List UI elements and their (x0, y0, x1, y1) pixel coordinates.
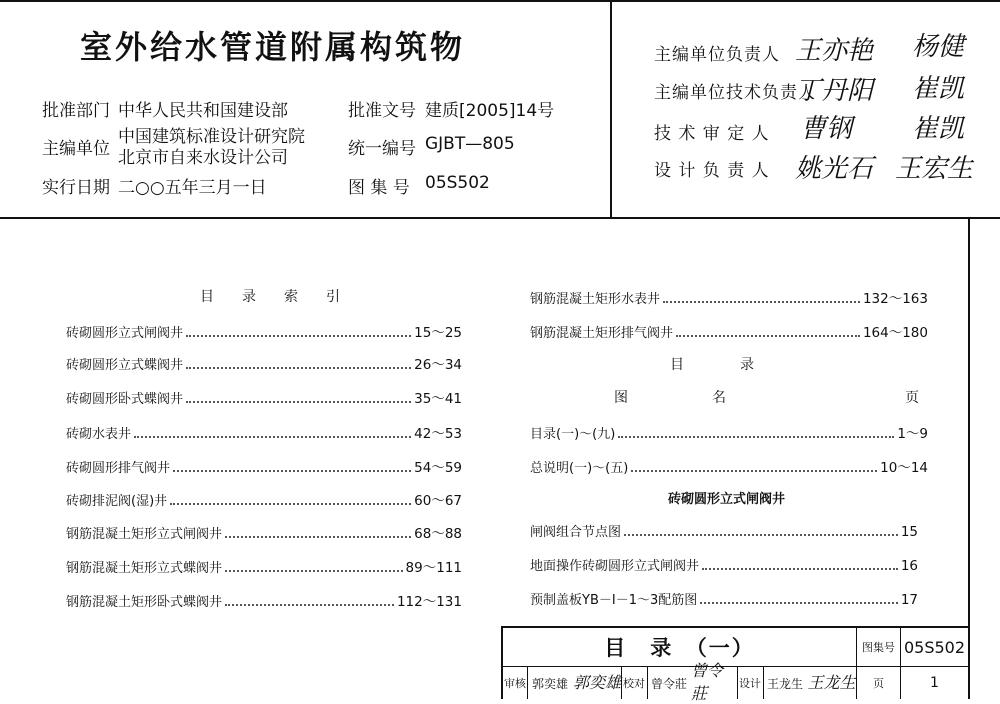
designer-name: 王龙生 (766, 676, 803, 691)
frame-header-divider (610, 0, 612, 218)
signature-label: 设 计 负 责 人 (654, 161, 770, 181)
signature-handwriting: 王亦艳 (795, 36, 874, 66)
titleblock-cell-divider (621, 667, 622, 699)
frame-top (0, 0, 1000, 2)
titleblock-cell-divider (527, 667, 528, 699)
signature-handwriting: 姚光石 (795, 154, 874, 184)
list-item-pages: 89～111 (405, 560, 462, 576)
list-item-pages: 164～180 (862, 325, 928, 341)
leader-dots (663, 300, 860, 303)
titleblock-cell-divider (763, 667, 764, 699)
list-item-name: 钢筋混凝土矩形水表井 (530, 292, 661, 307)
list-item-name: 砖砌圆形排气阀井 (66, 461, 171, 476)
leader-dots (173, 469, 411, 472)
list-item-pages: 26～34 (414, 357, 462, 373)
list-item-pages: 112～131 (396, 594, 462, 610)
list-item-name: 钢筋混凝土矩形排气阀井 (530, 326, 674, 341)
list-item (530, 321, 928, 341)
list-item-name: 闸阀组合节点图 (530, 525, 622, 540)
list-item-pages: 15 (900, 524, 918, 540)
list-item-name: 总说明(一)～(五) (530, 461, 629, 476)
leader-dots (631, 469, 877, 472)
approval-dept-value: 中华人民共和国建设部 (118, 101, 288, 121)
list-item (66, 590, 462, 610)
leader-dots (134, 435, 411, 438)
list-item-pages: 132～163 (862, 291, 928, 307)
list-item (530, 287, 928, 307)
list-item-pages: 16 (900, 558, 918, 574)
leader-dots (186, 366, 411, 369)
unified-no-value: GJBT—805 (425, 134, 515, 154)
list-item (66, 422, 462, 442)
list-item (530, 521, 918, 540)
signature-label: 主编单位负责人 (654, 45, 780, 65)
list-item-name: 钢筋混凝土矩形立式蝶阀井 (66, 561, 223, 576)
atlas-no-value: 05S502 (903, 637, 966, 657)
list-item-name: 钢筋混凝土矩形卧式蝶阀井 (66, 595, 223, 610)
list-item (530, 589, 918, 608)
list-item-name: 钢筋混凝土矩形立式闸阀井 (66, 527, 223, 542)
list-item-pages: 1～9 (897, 426, 928, 442)
signature-label: 主编单位技术负责人 (654, 83, 816, 103)
list-item-pages: 54～59 (414, 460, 462, 476)
list-item (66, 522, 462, 542)
signature-handwriting: 杨健 (912, 32, 965, 62)
editor-unit-value: 中国建筑标准设计研究院 (118, 127, 305, 147)
atlas-no-label: 图 集 号 (348, 178, 410, 198)
leader-dots (225, 569, 403, 572)
review-label: 审核 (504, 677, 526, 690)
list-item-pages: 10～14 (880, 460, 928, 476)
leader-dots (186, 334, 411, 337)
list-item-name: 目录(一)～(九) (530, 427, 616, 442)
leader-dots (702, 567, 898, 570)
leader-dots (700, 601, 898, 604)
leader-dots (186, 400, 411, 403)
page-title: 室外给水管道附属构筑物 (80, 28, 466, 66)
list-item (530, 422, 928, 442)
leader-dots (170, 502, 411, 505)
list-item-name: 砖砌排泥阀(湿)井 (66, 494, 168, 509)
list-item-pages: 15～25 (414, 325, 462, 341)
list-item-name: 砖砌水表井 (66, 427, 132, 442)
leader-dots (225, 535, 411, 538)
list-item-pages: 60～67 (414, 493, 462, 509)
signature-handwriting: 丁丹阳 (795, 76, 874, 106)
signature-handwriting: 曹钢 (800, 114, 853, 144)
approval-dept-label: 批准部门 (42, 101, 110, 121)
leader-dots (618, 435, 894, 438)
reviewer-name: 郭奕雄 (531, 676, 568, 691)
list-item-pages: 17 (900, 592, 918, 608)
list-item-pages: 35～41 (414, 391, 462, 407)
list-item (66, 456, 462, 476)
atlas-no-label: 图集号 (862, 641, 895, 654)
frame-header-bottom (0, 217, 1000, 219)
editor-unit-label: 主编单位 (42, 139, 110, 159)
page-label: 页 (873, 677, 884, 690)
checker-signature: 曾令莊 (691, 661, 724, 703)
column-header-page: 页 (905, 390, 919, 406)
list-item-name: 砖砌圆形立式闸阀井 (66, 326, 184, 341)
design-label: 设计 (739, 677, 761, 690)
titleblock-cell-divider (737, 667, 738, 699)
list-item (66, 353, 462, 373)
list-item (66, 489, 462, 509)
section-heading: 砖砌圆形立式闸阀井 (668, 492, 786, 507)
list-item-name: 砖砌圆形立式蝶阀井 (66, 358, 184, 373)
check-label: 校对 (623, 677, 645, 690)
approval-no-label: 批准文号 (348, 101, 416, 121)
titleblock-cell-divider (647, 667, 648, 699)
list-item-pages: 42～53 (414, 426, 462, 442)
sheet-title: 目 录 （一） (604, 636, 755, 660)
contents-heading: 目 录 (670, 357, 754, 373)
list-item-name: 砖砌圆形卧式蝶阀井 (66, 392, 184, 407)
leader-dots (225, 603, 394, 606)
list-item (66, 321, 462, 341)
effective-date-value: 二○○五年三月一日 (118, 178, 267, 198)
list-item (66, 387, 462, 407)
list-item-name: 地面操作砖砌圆形立式闸阀井 (530, 559, 700, 574)
signature-handwriting: 王宏生 (895, 154, 974, 184)
column-header-name: 图 名 (614, 390, 726, 406)
index-heading: 目 录 索 引 (200, 289, 340, 305)
approval-no-value: 建质[2005]14号 (425, 101, 555, 121)
list-item (530, 555, 918, 574)
list-item (66, 556, 462, 576)
list-item-name: 预制盖板YB－Ⅰ－1～3配筋图 (530, 593, 698, 608)
list-item (530, 456, 928, 476)
list-item-pages: 68～88 (414, 526, 462, 542)
atlas-no-value: 05S502 (425, 173, 490, 193)
signature-label: 技 术 审 定 人 (654, 124, 770, 144)
signature-handwriting: 崔凯 (912, 114, 965, 144)
leader-dots (624, 533, 898, 536)
effective-date-label: 实行日期 (42, 178, 110, 198)
leader-dots (676, 334, 860, 337)
unified-no-label: 统一编号 (348, 139, 416, 159)
designer-signature: 王龙生 (807, 672, 856, 692)
checker-name: 曾令莊 (650, 676, 687, 691)
signature-handwriting: 崔凯 (912, 74, 965, 104)
page-number: 1 (930, 675, 939, 691)
reviewer-signature: 郭奕雄 (573, 672, 622, 692)
editor-unit-value2: 北京市自来水设计公司 (118, 148, 288, 168)
